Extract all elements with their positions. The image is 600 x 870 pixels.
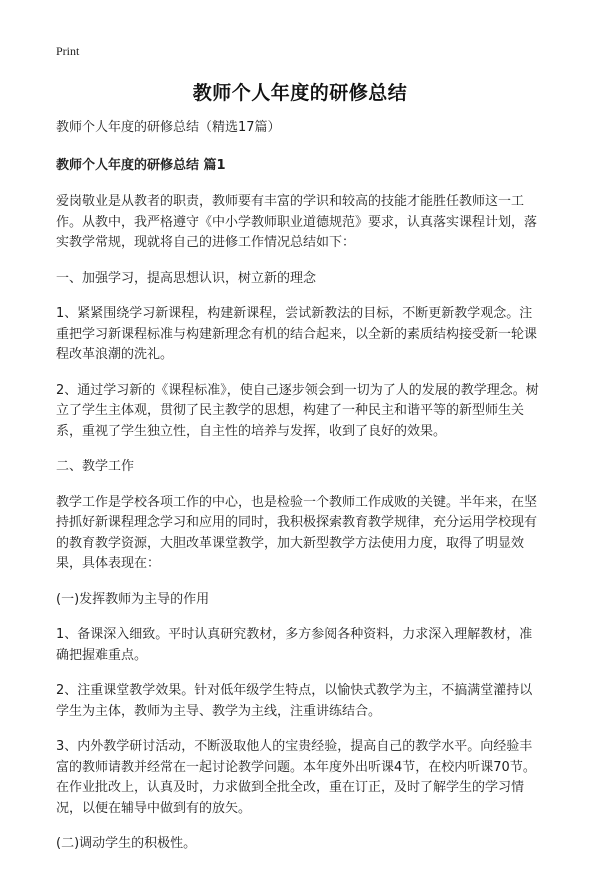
paragraph-role-1: 1、备课深入细致。平时认真研究教材，多方参阅各种资料，力求深入理解教材，准确把握难重点。 [56, 627, 533, 663]
heading-teaching: 二、教学工作 [56, 459, 135, 474]
document-body [56, 118, 544, 870]
section-heading: 教师个人年度的研修总结 篇1 [56, 157, 226, 173]
document-title: 教师个人年度的研修总结 [192, 82, 408, 104]
paragraph-intro: 爱岗敬业是从教者的职责，教师要有丰富的学识和较高的技能才能胜任教师这一工作。从教中，我严格遵守《中小学教师职业道德规范》要求，认真落实课程计划，落实教学常规，现就将自己的进修工作情况总结如下： [56, 194, 538, 250]
print-link[interactable]: Print [56, 44, 80, 58]
heading-learning: 一、加强学习，提高思想认识，树立新的理念 [56, 270, 317, 286]
paragraph-learning-2: 2、通过学习新的《课程标准》，使自己逐步领会到一切为了人的发展的教学理念。树立了学生主体观，贯彻了民主教学的思想，构建了一种民主和谐平等的新型师生关系，重视了学生独立性，自主性的培养与发挥，收到了良好的效果。 [56, 382, 539, 439]
paragraph-role-3: 3、内外教学研讨活动，不断汲取他人的宝贵经验，提高自己的教学水平。向经验丰富的教师请教并经常在一起讨论教学问题。本年度外出听课4节，在校内听课70节。在作业批改上，认真及时，力求做到全批全改，重在订正，及时了解学生的学习情况，以便在辅导中做到有的放矢。 [56, 739, 536, 816]
heading-student-motivation: (二)调动学生的积极性。 [56, 836, 197, 851]
paragraph-role-2: 2、注重课堂教学效果。针对低年级学生特点，以愉快式教学为主，不搞满堂灌持以学生为主体，教师为主导、教学为主线，注重讲练结合。 [56, 683, 533, 719]
paragraph-teaching: 教学工作是学校各项工作的中心，也是检验一个教师工作成败的关键。半年来，在坚持抓好新课程理念学习和应用的同时，我积极探索教育教学规律，充分运用学校现有的教育教学资源，大胆改革课堂教学，加大新型教学方法使用力度，取得了明显效果，具体表现在： [56, 494, 538, 571]
heading-teacher-role: (一)发挥教师为主导的作用 [56, 591, 210, 607]
paragraph-learning-1: 1、紧紧围绕学习新课程，构建新课程，尝试新教法的目标，不断更新教学观念。注重把学习新课程标准与构建新理念有机的结合起来，以全新的素质结构接受新一轮课程改革浪潮的洗礼。 [56, 306, 538, 362]
document-subtitle: 教师个人年度的研修总结（精选17篇） [56, 120, 281, 135]
